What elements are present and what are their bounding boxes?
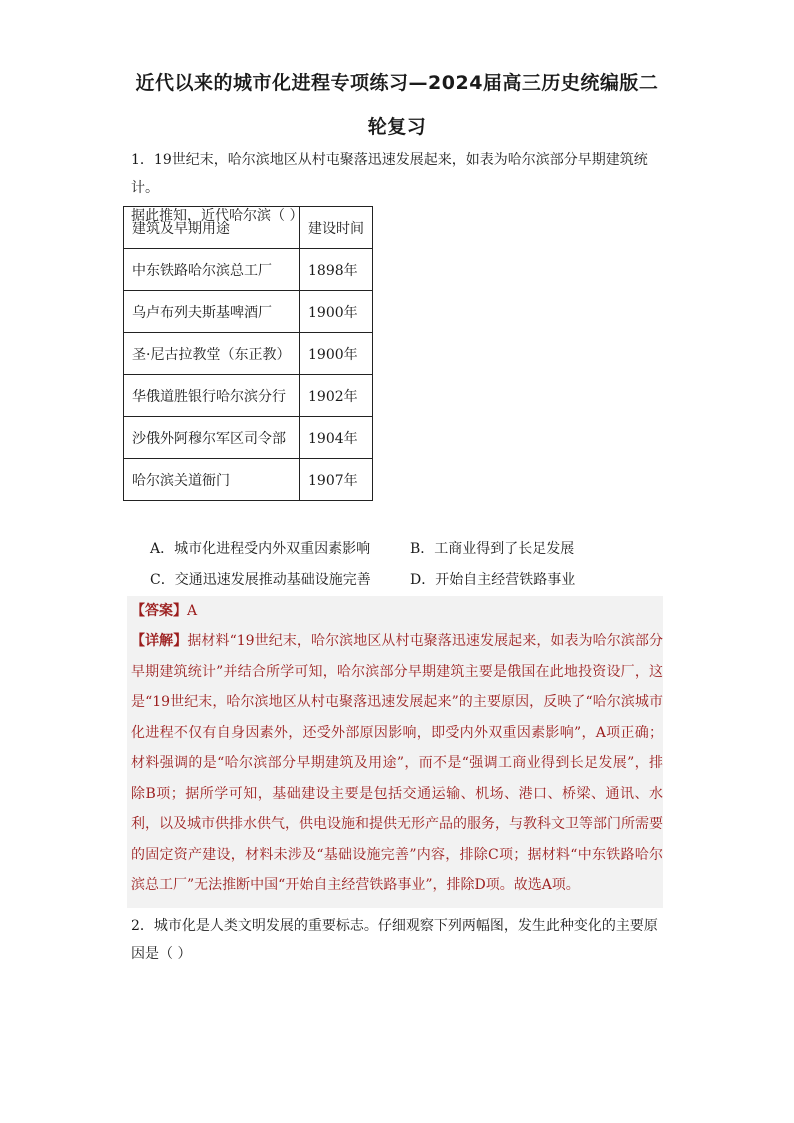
table-row [124, 249, 373, 291]
question-1-stem-line1: 1．19世纪末，哈尔滨地区从村屯聚落迅速发展起来，如表为哈尔滨部分早期建筑统计。 [131, 152, 648, 196]
option-b: B．工商业得到了长足发展 [410, 541, 575, 557]
table-row [124, 333, 373, 375]
answer-value: A [187, 603, 198, 619]
detail-explanation [131, 626, 663, 901]
table-cell: 中东铁路哈尔滨总工厂 [124, 249, 300, 291]
table-header-cell: 建筑及早期用途 [124, 207, 300, 249]
table-cell: 1902年 [300, 375, 373, 417]
table-cell: 圣·尼古拉教堂（东正教） [124, 333, 300, 375]
table-cell: 1907年 [300, 459, 373, 501]
option-a: A．城市化进程受内外双重因素影响 [150, 541, 371, 557]
question-2-stem [131, 912, 671, 968]
answer-line [131, 596, 661, 626]
table-header-cell: 建设时间 [300, 207, 373, 249]
option-d: D．开始自主经营铁路事业 [410, 572, 576, 588]
document-title-line2: 轮复习 [367, 116, 427, 138]
question-2-stem-line1: 2．城市化是人类文明发展的重要标志。仔细观察下列两幅图，发生此种变化的主要原 [131, 918, 658, 934]
table-row [124, 375, 373, 417]
table-row [124, 291, 373, 333]
option-c: C．交通迅速发展推动基础设施完善 [150, 572, 371, 588]
table-cell: 1904年 [300, 417, 373, 459]
table-cell: 1898年 [300, 249, 373, 291]
question-1-stem-line2: 据此推知，近代哈尔滨（ ） [131, 208, 304, 224]
table-cell: 1900年 [300, 291, 373, 333]
table-cell: 沙俄外阿穆尔军区司令部 [124, 417, 300, 459]
detail-text: 据材料“19世纪末，哈尔滨地区从村屯聚落迅速发展起来，如表为哈尔滨部分早期建筑统计”并结合所学可知，哈尔滨部分早期建筑主要是俄国在此地投资设厂，这是“19世纪末，哈尔滨地区从村屯聚落迅速发展起来”的主要原因，反映了“哈尔滨城市化进程不仅有自身因素外，还受外部原因影响，即受内外双重因素影响”，A项正确；材料强调的是“哈尔滨部分早期建筑及用途”，而不是“强调工商业得到长足发展”，排除B项；据所学可知，基础建设主要是包括交通运输、机场、港口、桥梁、通讯、水利，以及城市供排水供气，供电设施和提供无形产品的服务，与教科文卫等部门所需要的固定资产建设，材料未涉及“基础设施完善”内容，排除C项；据材料“中东铁路哈尔滨总工厂”无法推断中国“开始自主经营铁路事业”，排除D项。故选A项。 [131, 633, 663, 893]
detail-tag: 【详解】 [131, 633, 188, 649]
table-cell: 哈尔滨关道衙门 [124, 459, 300, 501]
building-table [123, 206, 373, 501]
answer-tag: 【答案】 [131, 603, 187, 619]
table-cell: 1900年 [300, 333, 373, 375]
table-row [124, 459, 373, 501]
table-cell: 华俄道胜银行哈尔滨分行 [124, 375, 300, 417]
table-header-row [124, 207, 373, 249]
table-row [124, 417, 373, 459]
question-2-stem-line2: 因是（ ） [131, 946, 192, 962]
table-cell: 乌卢布列夫斯基啤酒厂 [124, 291, 300, 333]
document-title-line1: 近代以来的城市化进程专项练习—2024届高三历史统编版二 [135, 72, 659, 94]
